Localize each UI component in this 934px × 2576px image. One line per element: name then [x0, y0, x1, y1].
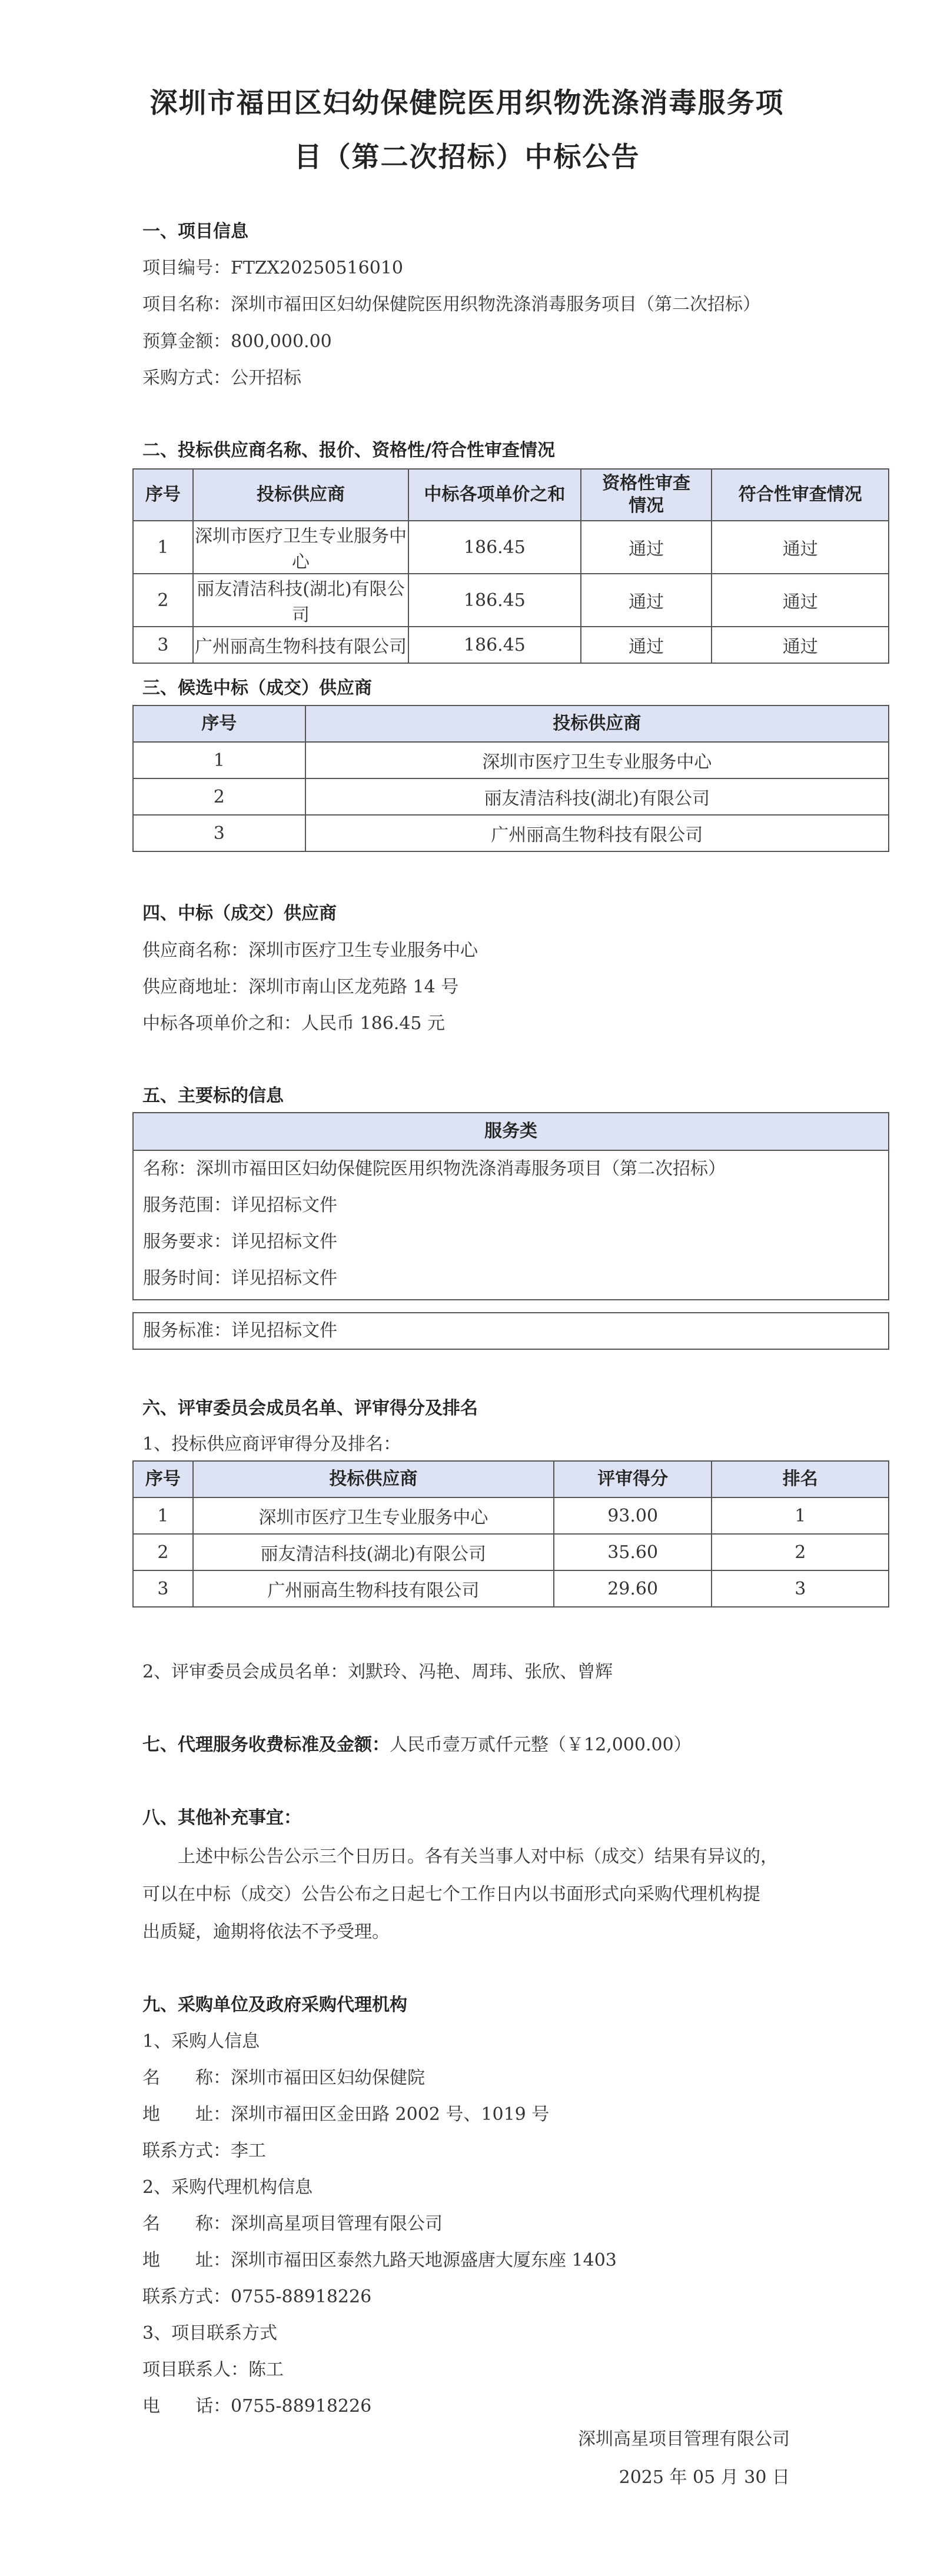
cell: 35.60	[554, 1534, 712, 1570]
cell: 广州丽高生物科技有限公司	[193, 1570, 554, 1607]
buyer-contact: 联系方式：李工	[142, 2141, 266, 2161]
subject-name: 名称：深圳市福田区妇幼保健院医用织物洗涤消毒服务项目（第二次招标）	[143, 1159, 726, 1179]
page-title	[0, 76, 934, 185]
project-contact-subheading: 3、项目联系方式	[142, 2323, 278, 2344]
cell: 通过	[581, 521, 712, 574]
table-row	[133, 815, 889, 851]
col-header: 中标各项单价之和	[408, 469, 581, 521]
table-header-row	[133, 705, 889, 742]
project-budget: 预算金额：800,000.00	[142, 331, 332, 352]
table-row	[133, 1534, 889, 1570]
cell: 3	[133, 627, 193, 663]
section-6-heading: 六、评审委员会成员名单、评审得分及排名	[142, 1398, 478, 1419]
agent-contact: 联系方式：0755-88918226	[142, 2287, 372, 2307]
signature-org: 深圳高星项目管理有限公司	[578, 2429, 790, 2449]
table-row	[133, 1570, 889, 1607]
agency-fee-value: 人民币壹万贰仟元整（￥12,000.00）	[390, 1735, 692, 1755]
committee-members: 2、评审委员会成员名单：刘默玲、冯艳、周玮、张欣、曾辉	[142, 1662, 613, 1682]
project-contact-person: 项目联系人：陈工	[142, 2359, 284, 2380]
procurement-method: 采购方式：公开招标	[142, 368, 301, 388]
cell: 1	[133, 1497, 193, 1534]
section-1-heading: 一、项目信息	[142, 221, 248, 242]
cell: 丽友清洁科技(湖北)有限公司	[193, 574, 408, 627]
table-header-row	[133, 469, 889, 521]
cell: 通过	[581, 627, 712, 663]
cell: 29.60	[554, 1570, 712, 1607]
section-4-heading: 四、中标（成交）供应商	[142, 903, 337, 924]
section-8-heading: 八、其他补充事宜：	[142, 1808, 301, 1828]
cell: 3	[133, 815, 305, 851]
candidate-table	[132, 705, 889, 852]
cell: 1	[712, 1497, 889, 1534]
cell: 186.45	[408, 521, 581, 574]
supplementary-text	[142, 1838, 778, 1951]
subject-info-box	[132, 1112, 889, 1300]
cell: 2	[712, 1534, 889, 1570]
bid-review-table	[132, 468, 889, 664]
col-header: 序号	[133, 469, 193, 521]
title-line-2: 目（第二次招标）中标公告	[294, 141, 640, 174]
supplier-name: 供应商名称：深圳市医疗卫生专业服务中心	[142, 940, 478, 961]
cell: 丽友清洁科技(湖北)有限公司	[305, 778, 889, 815]
service-standard-box	[132, 1312, 889, 1350]
section-3-heading: 三、候选中标（成交）供应商	[142, 678, 372, 698]
service-scope: 服务范围：详见招标文件	[143, 1195, 337, 1216]
col-header: 序号	[133, 705, 305, 742]
agent-name: 名 称：深圳高星项目管理有限公司	[142, 2214, 443, 2234]
col-header: 排名	[712, 1461, 889, 1497]
table-row	[133, 742, 889, 778]
para-line: 可以在中标（成交）公告公布之日起七个工作日内以书面形式向采购代理机构提	[142, 1884, 760, 1905]
cell: 丽友清洁科技(湖北)有限公司	[193, 1534, 554, 1570]
col-header: 投标供应商	[305, 705, 889, 742]
project-number: 项目编号：FTZX20250516010	[142, 258, 403, 278]
buyer-address: 地 址：深圳市福田区金田路 2002 号、1019 号	[142, 2104, 550, 2125]
cell: 深圳市医疗卫生专业服务中心	[193, 1497, 554, 1534]
box-header: 服务类	[134, 1113, 888, 1151]
col-header: 序号	[133, 1461, 193, 1497]
cell: 广州丽高生物科技有限公司	[305, 815, 889, 851]
signature-date: 2025 年 05 月 30 日	[619, 2467, 790, 2488]
agency-fee	[142, 1730, 692, 1756]
cell: 2	[133, 574, 193, 627]
project-name: 项目名称：深圳市福田区妇幼保健院医用织物洗涤消毒服务项目（第二次招标）	[142, 294, 760, 315]
cell: 深圳市医疗卫生专业服务中心	[305, 742, 889, 778]
supplier-address: 供应商地址：深圳市南山区龙苑路 14 号	[142, 977, 459, 997]
table-row	[133, 574, 889, 627]
para-line: 出质疑，逾期将依法不予受理。	[142, 1922, 390, 1942]
buyer-subheading: 1、采购人信息	[142, 2031, 260, 2052]
cell: 3	[712, 1570, 889, 1607]
agent-address: 地 址：深圳市福田区泰然九路天地源盛唐大厦东座 1403	[142, 2250, 617, 2271]
project-contact-phone: 电 话：0755-88918226	[142, 2396, 372, 2417]
score-table	[132, 1460, 889, 1607]
cell: 通过	[712, 627, 889, 663]
section-5-heading: 五、主要标的信息	[142, 1086, 284, 1106]
cell: 通过	[581, 574, 712, 627]
agent-subheading: 2、采购代理机构信息	[142, 2177, 313, 2198]
para-line: 上述中标公告公示三个日历日。各有关当事人对中标（成交）结果有异议的，	[178, 1846, 778, 1867]
col-header: 资格性审查情况	[581, 469, 712, 521]
cell: 2	[133, 1534, 193, 1570]
cell: 186.45	[408, 627, 581, 663]
cell: 1	[133, 742, 305, 778]
cell: 2	[133, 778, 305, 815]
cell: 186.45	[408, 574, 581, 627]
title-line-1: 深圳市福田区妇幼保健院医用织物洗涤消毒服务项	[149, 87, 785, 119]
service-requirements: 服务要求：详见招标文件	[143, 1232, 337, 1252]
scores-subheading: 1、投标供应商评审得分及排名：	[142, 1434, 401, 1455]
cell: 通过	[712, 521, 889, 574]
cell: 93.00	[554, 1497, 712, 1534]
section-7-heading: 七、代理服务收费标准及金额：	[142, 1735, 390, 1755]
table-row	[133, 1497, 889, 1534]
service-standard: 服务标准：详见招标文件	[143, 1320, 337, 1341]
contacts-block	[142, 2023, 617, 2425]
table-header-row	[133, 1461, 889, 1497]
winning-price: 中标各项单价之和：人民币 186.45 元	[142, 1013, 446, 1034]
cell: 深圳市医疗卫生专业服务中心	[193, 521, 408, 574]
col-header: 符合性审查情况	[712, 469, 889, 521]
table-row	[133, 627, 889, 663]
section-9-heading: 九、采购单位及政府采购代理机构	[142, 1995, 407, 2015]
cell: 通过	[712, 574, 889, 627]
buyer-name: 名 称：深圳市福田区妇幼保健院	[142, 2068, 425, 2088]
section-2-heading: 二、投标供应商名称、报价、资格性/符合性审查情况	[142, 440, 555, 461]
col-header: 投标供应商	[193, 1461, 554, 1497]
service-time: 服务时间：详见招标文件	[143, 1268, 337, 1289]
col-header: 投标供应商	[193, 469, 408, 521]
table-row	[133, 521, 889, 574]
cell: 广州丽高生物科技有限公司	[193, 627, 408, 663]
col-header: 评审得分	[554, 1461, 712, 1497]
box-content	[134, 1151, 888, 1297]
cell: 3	[133, 1570, 193, 1607]
cell: 1	[133, 521, 193, 574]
table-row	[133, 778, 889, 815]
